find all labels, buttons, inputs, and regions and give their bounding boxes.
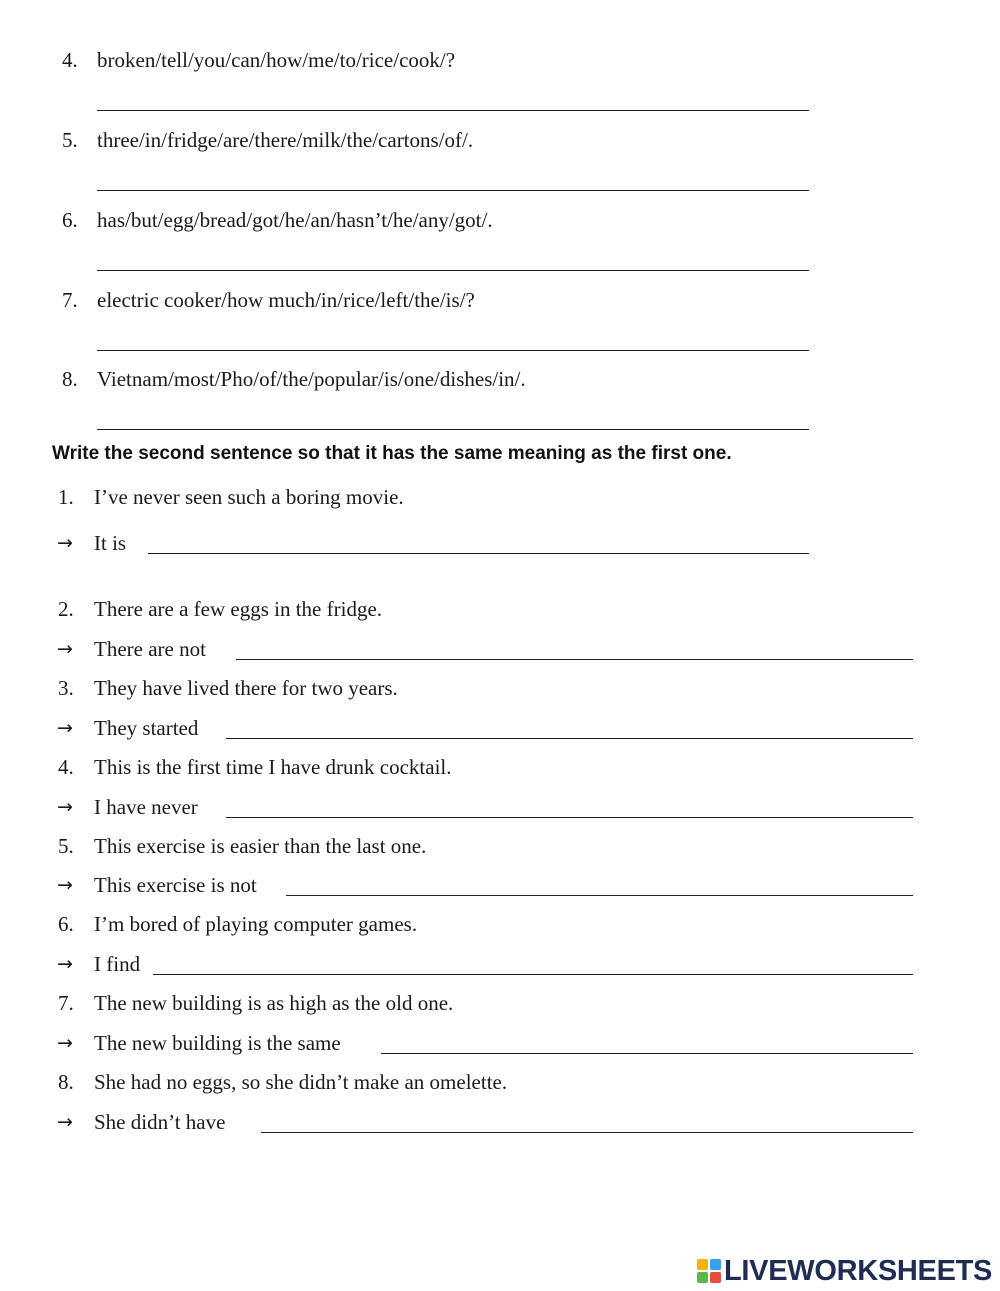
answer-line[interactable] [226, 738, 913, 739]
answer-line[interactable] [97, 350, 809, 351]
sentence-starter: She didn’t have [94, 1110, 226, 1134]
answer-line[interactable] [153, 974, 913, 975]
logo-text: LIVEWORKSHEETS [724, 1255, 993, 1287]
logo-square [697, 1272, 708, 1283]
item-number: 2. [58, 597, 74, 621]
original-sentence: This exercise is easier than the last one. [94, 834, 427, 858]
logo-mark-icon [697, 1259, 721, 1283]
sentence-starter: This exercise is not [94, 873, 257, 897]
word-prompt: has/but/egg/bread/got/he/an/hasn’t/he/any/got/. [97, 208, 493, 232]
answer-line[interactable] [286, 895, 913, 896]
arrow-icon: → [57, 953, 73, 975]
item-number: 1. [58, 485, 74, 509]
original-sentence: This is the first time I have drunk cocktail. [94, 755, 452, 779]
answer-line[interactable] [381, 1053, 913, 1054]
item-number: 7. [62, 288, 78, 312]
answer-line[interactable] [261, 1132, 913, 1133]
sentence-starter: There are not [94, 637, 206, 661]
item-number: 5. [62, 128, 78, 152]
sentence-starter: They started [94, 716, 199, 740]
item-number: 6. [58, 912, 74, 936]
arrow-icon: → [57, 874, 73, 896]
word-prompt: broken/tell/you/can/how/me/to/rice/cook/? [97, 48, 456, 72]
original-sentence: They have lived there for two years. [94, 676, 398, 700]
logo-square [697, 1259, 708, 1270]
liveworksheets-logo[interactable] [697, 1255, 992, 1287]
sentence-starter: I find [94, 952, 141, 976]
answer-line[interactable] [97, 110, 809, 111]
word-prompt: Vietnam/most/Pho/of/the/popular/is/one/dishes/in/. [97, 367, 526, 391]
original-sentence: The new building is as high as the old one. [94, 991, 454, 1015]
original-sentence: There are a few eggs in the fridge. [94, 597, 383, 621]
original-sentence: She had no eggs, so she didn’t make an omelette. [94, 1070, 508, 1094]
item-number: 3. [58, 676, 74, 700]
arrow-icon: → [57, 717, 73, 739]
arrow-icon: → [57, 1032, 73, 1054]
sentence-starter: I have never [94, 795, 198, 819]
word-prompt: three/in/fridge/are/there/milk/the/cartons/of/. [97, 128, 474, 152]
answer-line[interactable] [236, 659, 913, 660]
arrow-icon: → [57, 1111, 73, 1133]
logo-square [710, 1272, 721, 1283]
original-sentence: I’ve never seen such a boring movie. [94, 485, 404, 509]
item-number: 7. [58, 991, 74, 1015]
section-heading: Write the second sentence so that it has the same meaning as the first one. [52, 443, 732, 464]
answer-line[interactable] [97, 270, 809, 271]
arrow-icon: → [57, 796, 73, 818]
arrow-icon: → [57, 638, 73, 660]
item-number: 6. [62, 208, 78, 232]
item-number: 8. [58, 1070, 74, 1094]
logo-square [710, 1259, 721, 1270]
item-number: 4. [62, 48, 78, 72]
arrow-icon: → [57, 532, 73, 554]
answer-line[interactable] [97, 429, 809, 430]
word-prompt: electric cooker/how much/in/rice/left/the/is/? [97, 288, 475, 312]
answer-line[interactable] [226, 817, 913, 818]
answer-line[interactable] [97, 190, 809, 191]
sentence-starter: The new building is the same [94, 1031, 341, 1055]
item-number: 4. [58, 755, 74, 779]
item-number: 8. [62, 367, 78, 391]
sentence-starter: It is [94, 531, 127, 555]
item-number: 5. [58, 834, 74, 858]
answer-line[interactable] [148, 553, 809, 554]
original-sentence: I’m bored of playing computer games. [94, 912, 418, 936]
